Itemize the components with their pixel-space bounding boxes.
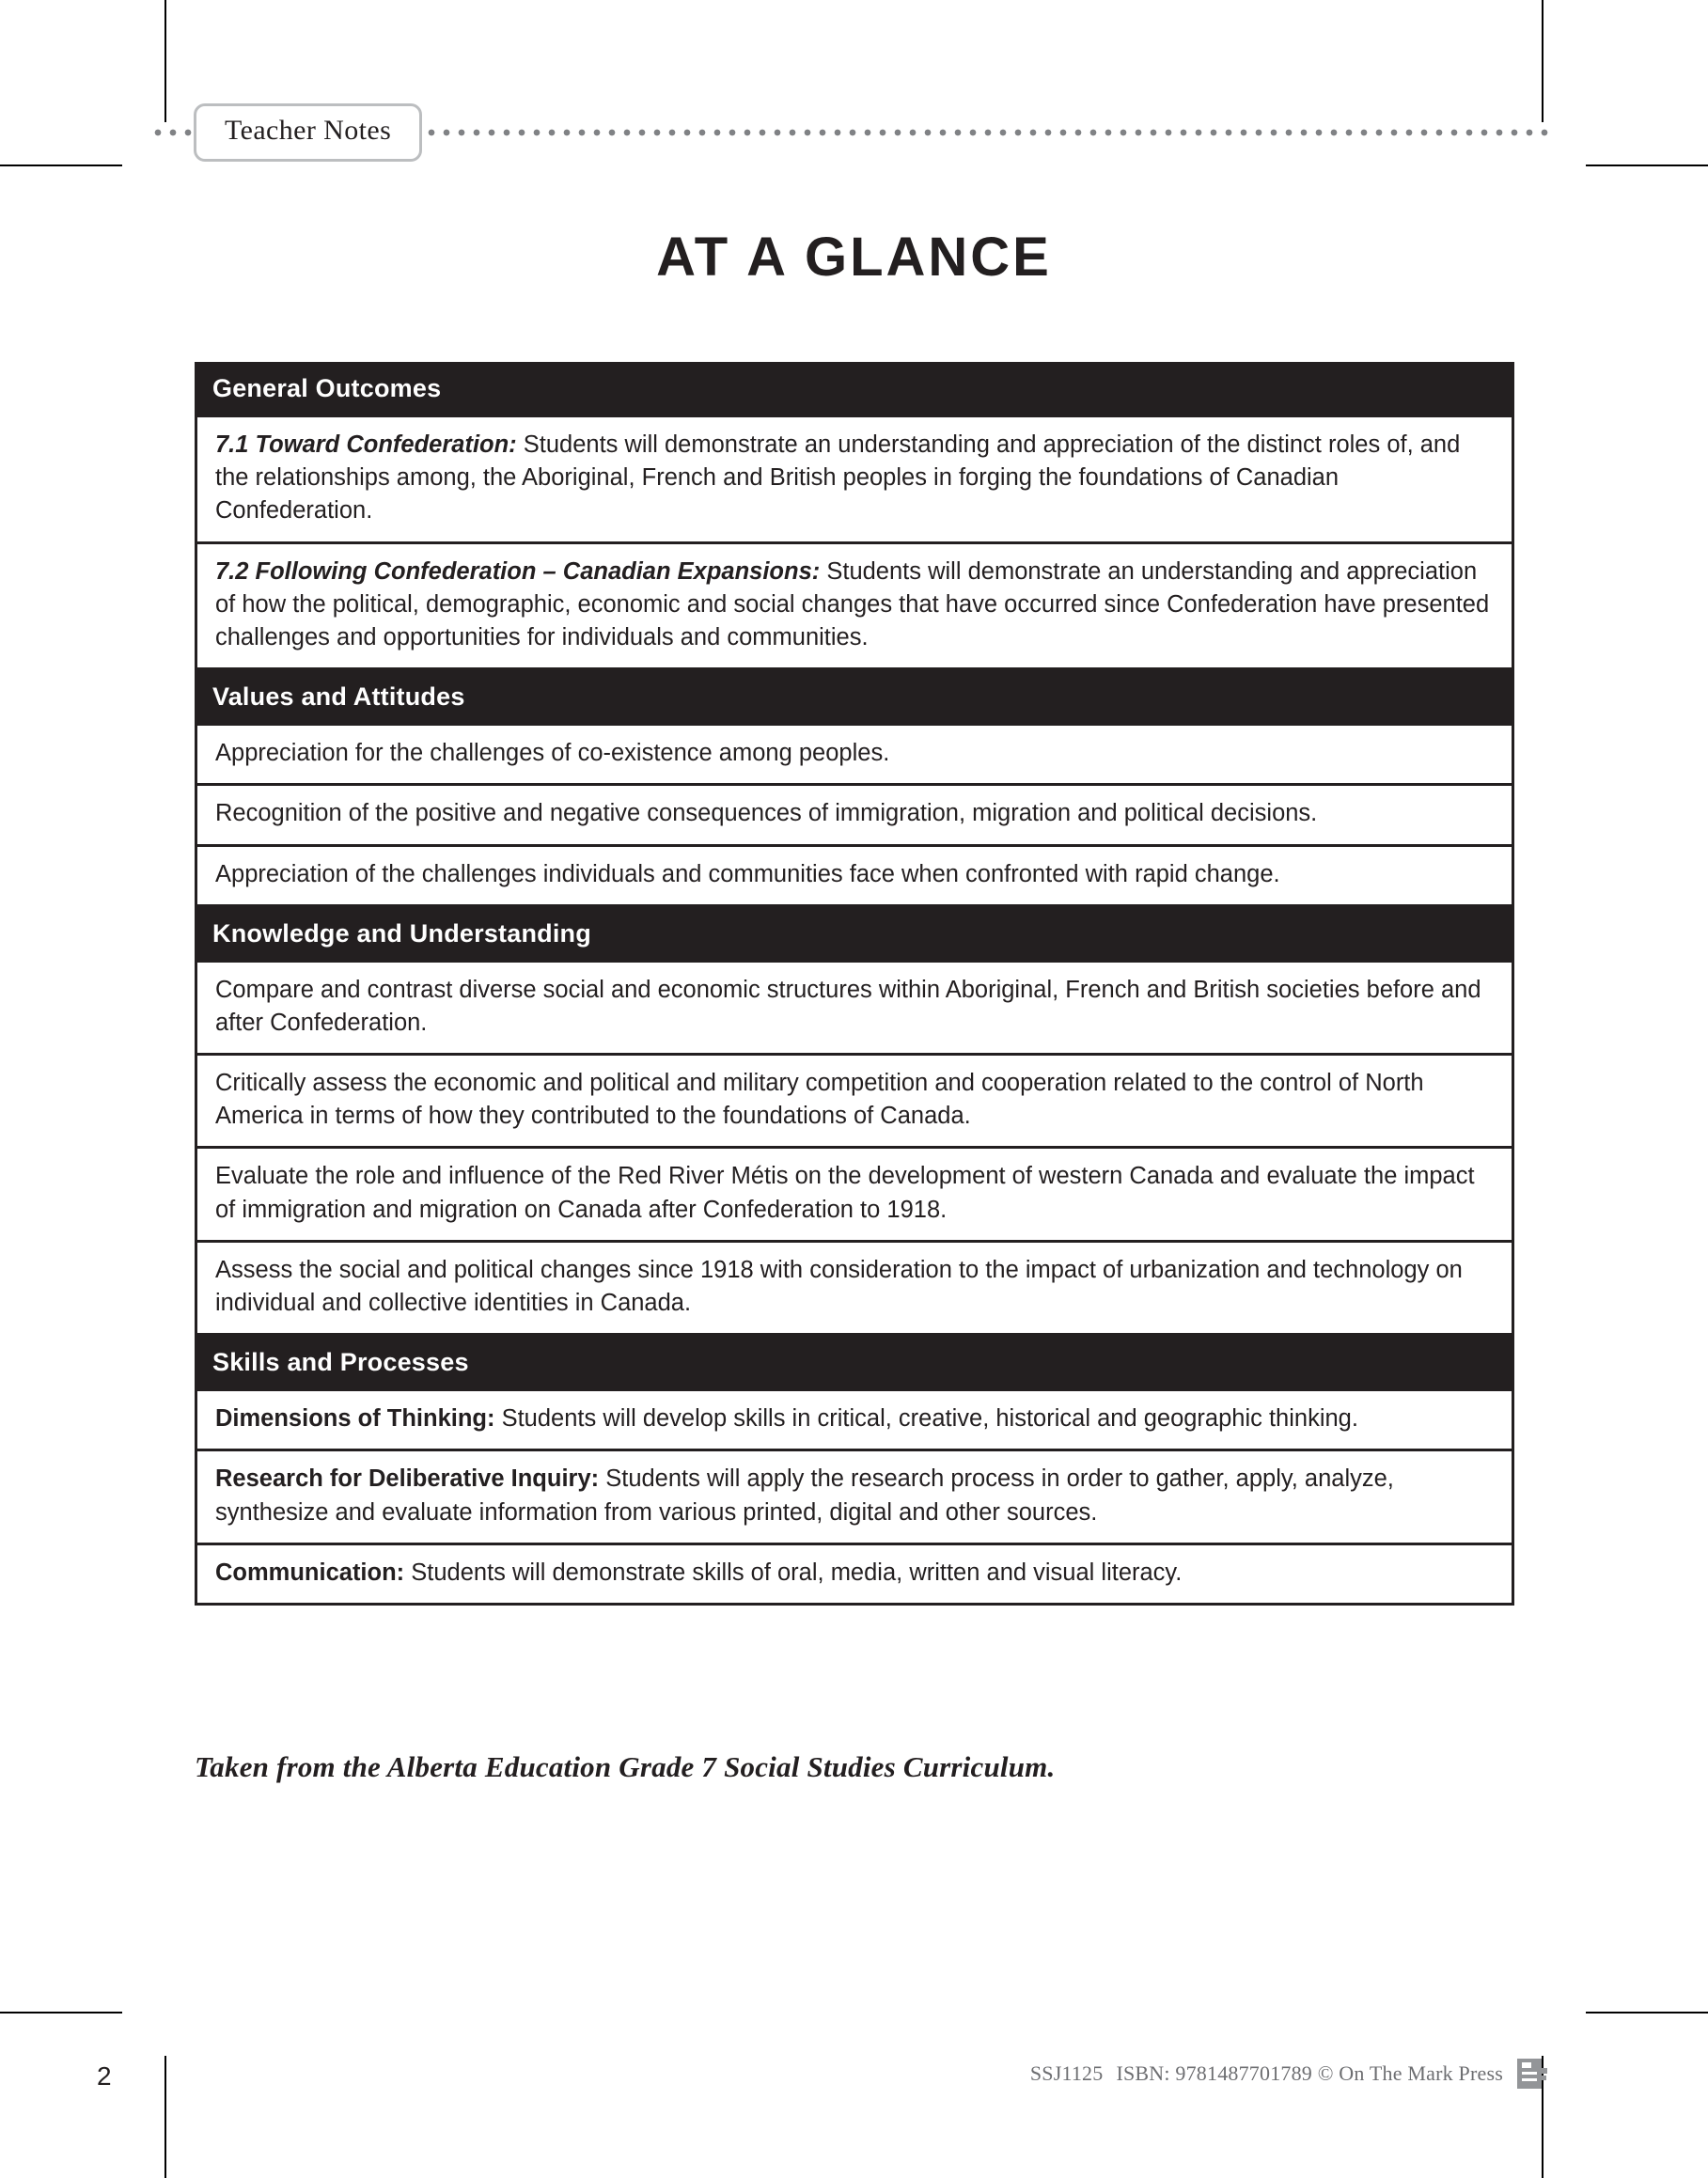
- row-text: Recognition of the positive and negative consequences of immigration, migration and political decisions.: [215, 800, 1318, 827]
- table-row: [195, 1545, 1514, 1606]
- section-heading: General Outcomes: [195, 362, 1514, 417]
- table-row: [195, 786, 1514, 846]
- table-row: [195, 1056, 1514, 1149]
- table-row: [195, 1391, 1514, 1451]
- table-row: [195, 1149, 1514, 1242]
- page-number: 2: [97, 2061, 112, 2091]
- row-text: Students will develop skills in critical, creative, historical and geographic thinking.: [494, 1405, 1358, 1433]
- footer-isbn: ISBN: 9781487701789 © On The Mark Press: [1116, 2061, 1503, 2085]
- table-row: [195, 544, 1514, 671]
- teacher-notes-header: [150, 102, 1551, 164]
- page-title: AT A GLANCE: [656, 227, 1052, 288]
- dotted-rule-left-icon: [150, 129, 194, 136]
- crop-mark-top-right-horizontal: [1586, 165, 1708, 166]
- press-logo-icon: [1516, 2057, 1548, 2091]
- row-label: Research for Deliberative Inquiry:: [215, 1465, 600, 1493]
- table-row: [195, 726, 1514, 786]
- footer-sku: SSJ1125: [1029, 2061, 1104, 2085]
- teacher-notes-tab-label: Teacher Notes: [225, 115, 392, 146]
- row-text: Appreciation of the challenges individuals and communities face when confronted with rapid change.: [215, 860, 1280, 887]
- row-text: Students will demonstrate an understanding and appreciation of the distinct roles of, and the relationships among, the Aboriginal, French and British peoples in forging the foundations of Canadian Confederation.: [215, 431, 1461, 525]
- table-row: [195, 847, 1514, 907]
- row-text: Appreciation for the challenges of co-existence among peoples.: [215, 740, 890, 767]
- crop-mark-top-left-horizontal: [0, 165, 122, 166]
- section-heading: Values and Attitudes: [195, 670, 1514, 726]
- row-label: 7.2 Following Confederation – Canadian Expansions:: [215, 557, 821, 585]
- footer-imprint: [1030, 2057, 1548, 2091]
- row-text: Students will demonstrate an understanding and appreciation of how the political, demographic, economic and social changes that have occurred since Confederation have presented challenges and opportunities for individuals and communities.: [215, 557, 1490, 650]
- at-a-glance-table: [195, 362, 1514, 1606]
- row-text: Critically assess the economic and political and military competition and cooperation related to the control of North America in terms of how they contributed to the foundations of Canada.: [215, 1070, 1424, 1130]
- row-text: Students will apply the research process in order to gather, apply, analyze, synthesize and evaluate information from various printed, digital and other sources.: [215, 1465, 1394, 1526]
- table-row: [195, 963, 1514, 1056]
- table-row: [195, 1451, 1514, 1544]
- row-label: Dimensions of Thinking:: [215, 1405, 495, 1433]
- table-row: [195, 1243, 1514, 1336]
- row-label: Communication:: [215, 1559, 405, 1586]
- row-text: Compare and contrast diverse social and economic structures within Aboriginal, French and British societies before and after Confederation.: [215, 976, 1481, 1036]
- crop-mark-bottom-right-horizontal: [1586, 2012, 1708, 2013]
- section-heading: Knowledge and Understanding: [195, 907, 1514, 963]
- crop-mark-bottom-left-vertical: [165, 2056, 166, 2178]
- teacher-notes-tab: [194, 103, 422, 162]
- table-row: [195, 417, 1514, 544]
- row-text: Evaluate the role and influence of the Red River Métis on the development of western Canada and evaluate the impact of immigration and migration on Canada after Confederation to 1918.: [215, 1163, 1475, 1223]
- footer-imprint-text: [1030, 2061, 1503, 2086]
- dotted-rule-right-icon: [424, 129, 1551, 136]
- crop-mark-bottom-left-horizontal: [0, 2012, 122, 2013]
- source-caption: Taken from the Alberta Education Grade 7 Social Studies Curriculum.: [195, 1750, 1056, 1783]
- section-heading: Skills and Processes: [195, 1336, 1514, 1391]
- row-text: Students will demonstrate skills of oral, media, written and visual literacy.: [404, 1559, 1183, 1586]
- row-label: 7.1 Toward Confederation:: [215, 431, 517, 458]
- row-text: Assess the social and political changes since 1918 with consideration to the impact of urbanization and technology on individual and collective identities in Canada.: [215, 1256, 1463, 1316]
